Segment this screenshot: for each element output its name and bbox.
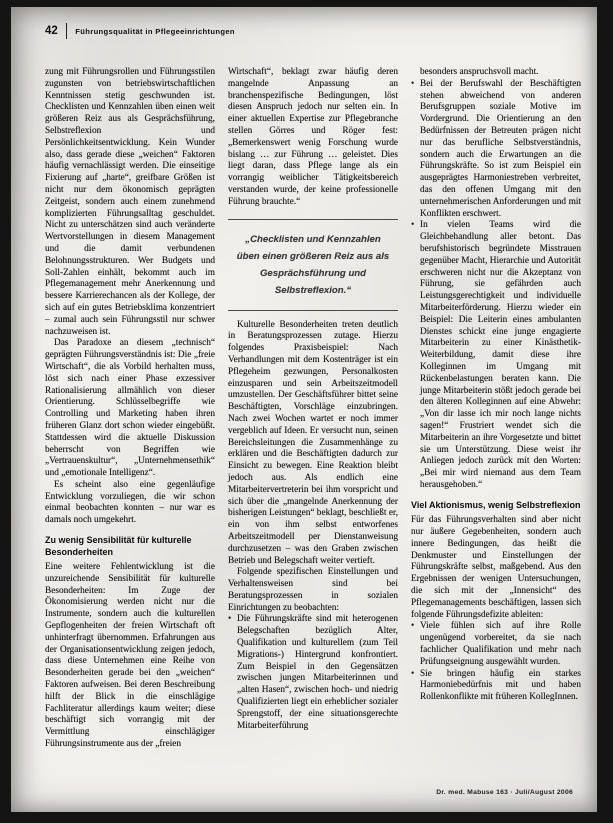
bullet-text: In vielen Teams wird die Gleichbehandlung aller betont. Das berufshistorisch begründete Misstrauen gegenüber Macht, Hierarchie und Autorität erschweren nicht nur die Akzeptanz von Führung, sie gefährden auch Leistungsgerechtigkeit und individuelle Mitarbeiterförderung. Hierzu wieder ein Beispiel: Die Leiterin eines ambulanten Dienstes schickt eine junge engagierte Mitarbeiterin zu einer Kinästhetik-Weiterbildung, damit diese ihre Kolleginnen im Umgang mit Rückenbelastungen beraten kann. Die junge Mitarbeiterin stößt jedoch gerade bei den älteren Kolleginnen auf eine Abwehr: „Von dir lasse ich mir noch lange nichts sagen!“ Frustriert wendet sich die Mitarbeiterin an ihre Vorgesetzte und bittet sie um Unterstützung. Diese weist ihr Anliegen jedoch zurück mit den Worten: „Bei mir wird niemand aus dem Team herausgehoben.“ (420, 220, 581, 490)
bullet-item (411, 79, 581, 221)
bullet-text: Bei der Berufswahl der Beschäftigten stehen abweichend von anderen Berufsgruppen soziale Motive im Vordergrund. Die Orientierung an den Bedürfnissen der Betreuten prägen nicht nur das berufliche Selbstverständnis, sondern auch die Erwartungen an die Führungskräfte. So ist zum Beispiel ein ausgeprägtes Harmoniestreben verbreitet, das den offenen Umgang mit den unternehmerischen Anforderungen und mit Konflikten erschwert. (420, 78, 581, 219)
running-title: Führungsqualität in Pflegeeinrichtungen (75, 26, 235, 36)
paragraph: Wirtschaft“, beklagt zwar häufig deren mangelnde Anpassung an branchenspezifische Bedingungen, löst diesen Anspruch jedoch nur selten ein. In einer aktuellen Expertise zur Pflegebranche stellen Görres und Röger fest: „Bemerkenswert wenig Forschung wurde bislang … zur Führung … geleistet. Dies liegt daran, dass Pflege lange als ein vorrangig weiblicher Tätigkeitsbereich verstanden wurde, der keine professionelle Führung brauchte.“ (228, 67, 398, 207)
bullet-icon: • (411, 668, 415, 679)
paragraph: Das Paradoxe an diesem „technisch“ geprägten Führungsverständnis ist: Die „freie Wirtschaft“, die als Vorbild herhalten muss, löst sich nach einer Phase exzessiver Rationalisierung allmählich von dieser Orientierung. Schlüsselbegriffe wie Controlling und Marketing haben ihren früheren Glanz dort schon wieder eingebüßt. Stattdessen wird die aktuelle Diskussion beherrscht von Begriffen wie „Vertrauenskultur“, „Unternehmensethik“ und „emotionale Intelligenz“. (45, 338, 215, 479)
pull-quote: „Checklisten und Kennzahlen üben einen größeren Reiz aus als Gesprächsführung und Selbstreflexion.“ (228, 219, 398, 311)
paragraph: Für das Führungsverhalten sind aber nicht nur äußere Gegebenheiten, sondern auch innere Bedingungen, das heißt die Denkmuster und Einstellungen der Führungskräfte selbst, maßgebend. Aus den Ergebnissen der wenigen Untersuchungen, die sich mit der „Innensicht“ des Pflegemanagements beschäftigen, lassen sich folgende Führungsdefizite ableiten: (411, 515, 581, 620)
page-footer: Dr. med. Mabuse 163 · Juli/August 2006 (436, 789, 573, 796)
bullet-item (411, 669, 581, 704)
column-left (45, 67, 215, 751)
section-heading: Viel Aktionismus, wenig Selbstreflexion (411, 499, 581, 510)
paragraph: Kulturelle Besonderheiten treten deutlich in Beratungsprozessen zutage. Hierzu folgendes Praxisbeispiel: Nach Verhandlungen mit dem Kostenträger ist ein Pflegeheim gezwungen, Personalkosten einzusparen und sein Arbeitszeitmodell umzustellen. Der Geschäftsführer bittet seine Beschäftigten, Vorschläge einzubringen. Nach zwei Wochen wartet er noch immer vergeblich auf Ideen. Er versucht nun, seinen Bereichsleitungen die Zusammenhänge zu erklären und die Beschäftigten dadurch zur Einsicht zu bewegen. Eine Reaktion bleibt jedoch aus. Als endlich eine Mitarbeitervertreterin bei ihm vorspricht und sich über die „mangelnde Anerkennung der bisherigen Leistungen“ beklagt, beschließt er, ein von ihm selbst entworfenes Arbeitszeitmodell per Dienstanweisung durchzusetzen – was den Graben zwischen Betrieb und Belegschaft weiter vertieft. (228, 319, 399, 566)
page-content (11, 7, 597, 812)
paragraph: Eine weitere Fehlentwicklung ist die unzureichende Sensibilität für kulturelle Besonderheiten: Im Zuge der Ökonomisierung werden nicht nur die Instrumente, sondern auch die kulturellen Gepflogenheiten der freien Wirtschaft oft unhinterfragt übernommen. Erfahrungen aus der Organisationsentwicklung zeigen jedoch, dass diese Unternehmen eine Reihe von Besonderheiten gerade bei den „weichen“ Faktoren aufweisen. Bei deren Beschreibung hilft der Blick in die einschlägige Fachliteratur allerdings kaum weiter; diese beschäftigt sich vorrangig mit der Vermittlung einschlägiger Führungsinstrumente aus der „freien (45, 562, 215, 750)
paragraph: Folgende spezifischen Einstellungen und Verhaltensweisen sind bei Beratungsprozessen in sozialen Einrichtungen zu beobachten: (228, 567, 398, 613)
page-header (45, 23, 235, 39)
bullet-text: Viele fühlen sich auf ihre Rolle ungenügend vorbereitet, da sie nach fachlicher Qualifikation und mehr nach Prüfungseignung ausgewählt wurden. (420, 621, 581, 667)
column-right (411, 67, 581, 751)
header-divider (66, 23, 68, 39)
page-number: 42 (45, 25, 58, 37)
paragraph: besonders anspruchsvoll macht. (420, 67, 539, 77)
bullet-icon: • (411, 78, 415, 89)
paragraph: zung mit Führungsrollen und Führungsstilen zugunsten von betriebswirtschaftlichen Kenntnissen stetig geschwunden ist. Checklisten und Kennzahlen üben einen weit größeren Reiz aus als Gesprächsführung, Selbstreflexion und Persönlichkeitsentwicklung. Kein Wunder also, dass gerade diese „weichen“ Faktoren häufig vernachlässigt werden. Die einseitige Fixierung auf „harte“, greifbare Größen ist nicht nur dem ökonomisch geprägten Zeitgeist, sondern auch einem zunehmend komplizierten Führungsalltag geschuldet. Nicht zu unterschätzen sind auch veränderte Wertvorstellungen in diesem Management und die damit verbundenen Belohnungsstrukturen. Wer Budgets und Soll-Zahlen einhält, bekommt auch im Pflegemanagement mehr Anerkennung und bessere Karrierechancen als der Kollege, der sich auf ein gutes Betriebsklima konzentriert – zumal auch sein Führungsstil nur schwer nachzuweisen ist. (45, 67, 215, 337)
magazine-page (11, 7, 597, 812)
bullet-item (411, 220, 581, 491)
bullet-icon: • (228, 614, 232, 625)
bullet-icon: • (411, 220, 415, 231)
bullet-item (411, 621, 581, 668)
bullet-item (228, 614, 398, 732)
column-middle (228, 67, 398, 751)
bullet-icon: • (411, 621, 415, 632)
bullet-text: Sie bringen häufig ein starkes Harmoniebedürfnis mit und haben Rollenkonflikte mit früheren KollegInnen. (420, 668, 581, 703)
text-columns (45, 67, 581, 751)
bullet-text: Die Führungskräfte sind mit heterogenen Belegschaften bezüglich Alter, Qualifikation und kulturellem (zum Teil Migrations-) Hintergrund konfrontiert. Zum Beispiel in den Gegensätzen zwischen jungen Mitarbeiterinnen und „alten Hasen“, zwischen hoch- und niedrig Qualifizierten liegt ein erheblicher sozialer Sprengstoff, der eine situationsgerechte Mitarbeiterführung (237, 614, 398, 731)
section-heading: Zu wenig Sensibilität für kulturelle Besonderheiten (45, 535, 192, 557)
paragraph: Es scheint also eine gegenläufige Entwicklung vorzuliegen, die wir schon einmal beobachten konnten – nur war es damals noch umgekehrt. (45, 479, 215, 526)
